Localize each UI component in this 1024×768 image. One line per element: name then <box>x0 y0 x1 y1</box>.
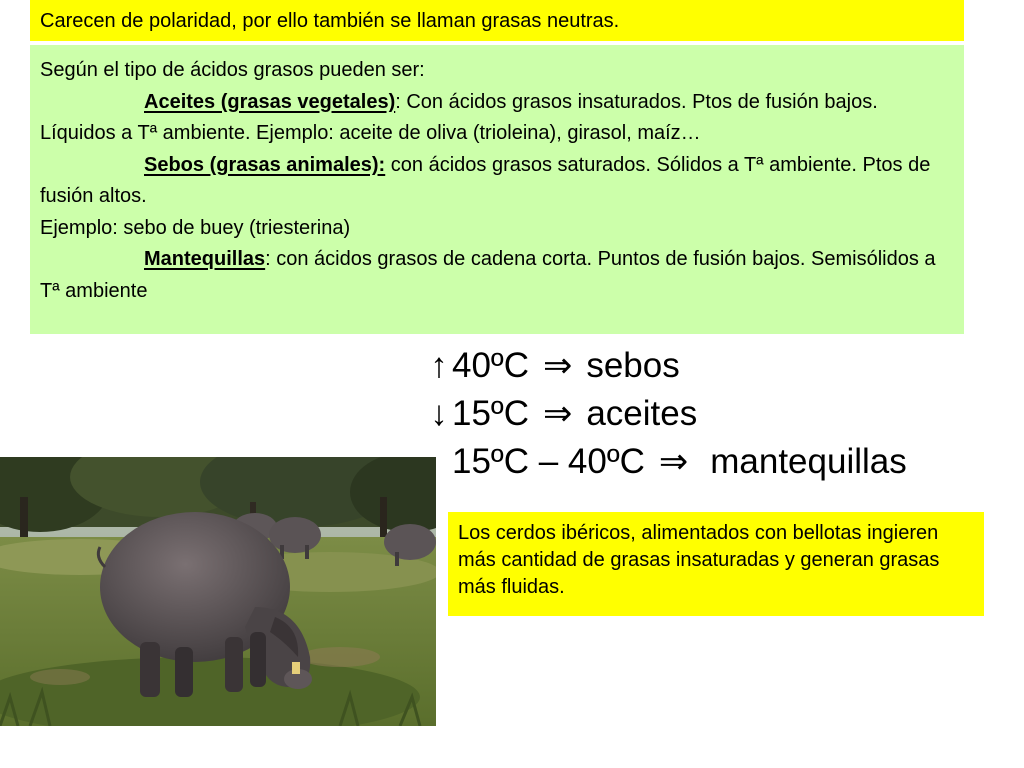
iberian-pigs-photo <box>0 457 436 726</box>
implies-icon: ⇒ <box>543 394 573 433</box>
iberian-pigs-note <box>448 512 984 616</box>
sebos-text: con ácidos grasos saturados. Sólidos a Tª ambiente. Ptos de fusión altos. <box>40 153 931 207</box>
sebos-example: Ejemplo: sebo de buey (triesterina) <box>40 216 351 239</box>
temperature-range: 15ºC – 40ºC <box>452 442 645 481</box>
temperature-row-mantequillas <box>426 438 907 486</box>
temperature-value: 40ºC <box>452 346 529 385</box>
melting-temperature-list <box>426 342 907 486</box>
aceites-paragraph <box>40 87 954 150</box>
aceites-text: : Con ácidos grasos insaturados. Ptos de fusión bajos. Líquidos a Tª ambiente. Ejemplo: aceite de oliva (trioleina), girasol, maíz… <box>40 90 878 144</box>
sebos-term: Sebos (grasas animales): <box>144 153 386 176</box>
mantequillas-term: Mantequillas <box>144 248 266 270</box>
temperature-row-aceites <box>426 390 907 438</box>
temperature-row-sebos <box>426 342 907 390</box>
iberian-pigs-image <box>0 457 436 726</box>
fat-types-box <box>30 45 964 334</box>
temperature-value: 15ºC <box>452 394 529 433</box>
aceites-term: Aceites (grasas vegetales) <box>144 90 396 113</box>
fat-type-result: mantequillas <box>710 442 907 481</box>
sebos-paragraph <box>40 150 954 213</box>
neutral-fats-text: Carecen de polaridad, por ello también se llaman grasas neutras. <box>40 10 620 32</box>
neutral-fats-note <box>30 0 964 41</box>
up-arrow-icon: ↑ <box>430 346 448 385</box>
implies-icon: ⇒ <box>658 442 689 481</box>
fat-type-result: aceites <box>586 394 698 433</box>
iberian-pigs-text: Los cerdos ibéricos, alimentados con bellotas ingieren más cantidad de grasas insaturadas y generan grasas más fluidas. <box>458 522 940 598</box>
down-arrow-icon: ↓ <box>430 394 448 433</box>
fat-type-result: sebos <box>586 346 680 385</box>
mantequillas-paragraph <box>40 244 954 307</box>
mantequillas-text: : con ácidos grasos de cadena corta. Puntos de fusión bajos. Semisólidos a Tª ambiente <box>40 248 936 302</box>
fat-types-intro: Según el tipo de ácidos grasos pueden ser: <box>40 59 425 81</box>
implies-icon: ⇒ <box>543 346 573 385</box>
